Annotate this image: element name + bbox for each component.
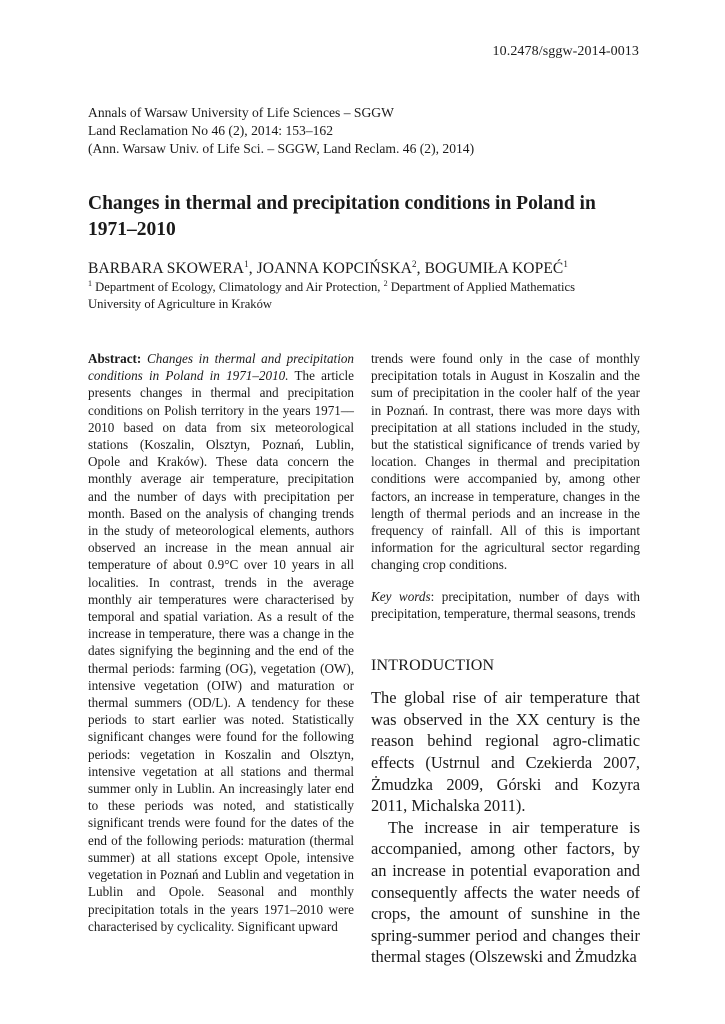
abstract-label: Abstract: <box>88 351 142 366</box>
author-separator: , <box>248 260 257 277</box>
introduction-paragraph-1: The global rise of air temperature that was observed in the XX century is the reason behind regional agro-climatic effects (Ustrnul and Czekierda 2007, Żmudzka 2009, Górski and Kozyra 2011, Michalska 2011). <box>371 688 640 816</box>
affiliation-text: Department of Applied Mathematics <box>387 280 576 294</box>
author-list <box>88 260 568 278</box>
affiliation-line-1 <box>88 279 575 296</box>
abstract-paragraph <box>88 350 354 935</box>
keywords-text: : precipitation, number of days with precipitation, temperature, thermal seasons, trends <box>371 588 640 621</box>
journal-info <box>88 104 474 158</box>
author-affiliation-ref: 2 <box>412 259 417 269</box>
journal-line-1: Annals of Warsaw University of Life Sciences – SGGW <box>88 105 394 120</box>
section-heading-introduction: INTRODUCTION <box>371 657 495 675</box>
affiliation-marker: 1 <box>88 279 92 288</box>
author-name: BOGUMIŁA KOPEĆ <box>424 260 564 277</box>
introduction-paragraph-2: The increase in air temperature is accompanied, among other factors, by an increase in potential evaporation and consequently affects the water needs of crops, the amount of sunshine in the spring-summer period and changes their thermal stages (Olszewski and Żmudzka <box>371 817 640 967</box>
journal-line-3: (Ann. Warsaw Univ. of Life Sci. – SGGW, Land Reclam. 46 (2), 2014) <box>88 141 475 156</box>
article-title: Changes in thermal and precipitation conditions in Poland in 1971–2010 <box>88 193 596 240</box>
affiliation-marker: 2 <box>383 279 388 288</box>
journal-line-2: Land Reclamation No 46 (2), 2014: 153–162 <box>88 123 334 138</box>
author-name: BARBARA SKOWERA <box>88 260 245 277</box>
author-separator: , <box>416 260 425 277</box>
doi: 10.2478/sggw-2014-0013 <box>492 44 639 59</box>
author-affiliation-ref: 1 <box>563 259 568 269</box>
keywords-label: Key words <box>371 588 431 604</box>
right-column <box>371 350 640 968</box>
keywords <box>371 588 640 622</box>
author-affiliation-ref: 1 <box>244 259 249 269</box>
author-name: JOANNA KOPCIŃSKA <box>256 260 412 277</box>
abstract-title: Changes in thermal and precipitation conditions in Poland in 1971–2010. <box>88 351 354 384</box>
left-column <box>88 350 354 935</box>
abstract-text: The article presents changes in thermal and precipitation conditions on Polish territory in the years 1971––2010 based on data from six meteorological stations (Koszalin, Olsztyn, Poznań, Lublin, Opole and Kraków). These data concern the monthly average air temperature, precipitation and the number of days with precipitation per month. Based on the analysis of changing trends in the study of meteorological elements, authors observed an increase in the mean annual air temperature of about 0.9°C over 10 years in all localities. In contrast, trends in the average monthly air temperatures were characterised by temporal and spatial variation. As a result of the increase in temperature, there was a change in the dates signifying the beginning and the end of the thermal periods: farming (OG), vegetation (OW), intensive vegetation (OIW) and maturation or thermal summers (OD/L). A tendency for these periods to start earlier was noted. Statistically significant changes were found for the following periods: vegetation in Koszalin and Olsztyn, intensive vegetation at all stations and thermal summer only in Lublin. An increasingly later end to these periods was noted, and statistically significant trends were found for the dates of the end of the following periods: maturation (thermal summer) at all stations except Opole, intensive vegetation in Poznań and Lublin and vegetation in Lublin and Opole. Seasonal and monthly precipitation totals in the years 1971–2010 were characterised by cyclicality. Significant upward <box>88 368 354 934</box>
affiliation-line-2: University of Agriculture in Kraków <box>88 297 272 311</box>
affiliations <box>88 279 575 313</box>
affiliation-text: Department of Ecology, Climatology and Air Protection, <box>92 280 384 294</box>
abstract-continuation: trends were found only in the case of monthly precipitation totals in August in Koszalin and the sum of precipitation in the cooler half of the year in Poznań. In contrast, there was more days with precipitation at all stations included in the study, but the statistical significance of trends varied by location. Changes in thermal and precipitation conditions were accompanied by, among other factors, an increase in temperature, changes in the length of thermal periods and an increase in the frequency of rainfall. All of this is important information for the agricultural sector regarding changing crop conditions. <box>371 351 640 573</box>
introduction-body <box>371 687 640 968</box>
